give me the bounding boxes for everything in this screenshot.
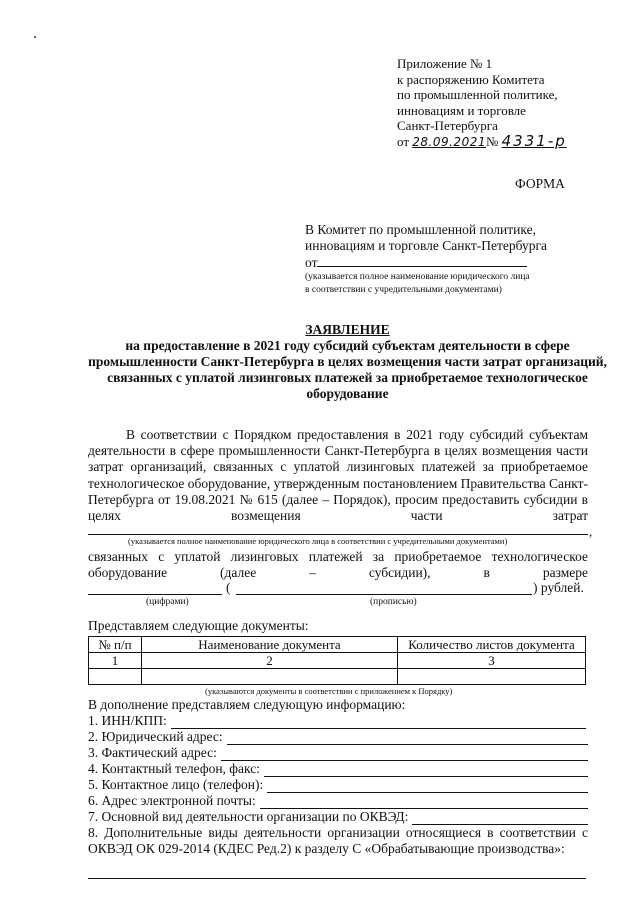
continuation-paragraph xyxy=(88,549,588,581)
info-label: 6. Адрес электронной почты: xyxy=(88,793,256,808)
table-row[interactable] xyxy=(89,669,586,685)
info-label: 7. Основной вид деятельности организации по ОКВЭД: xyxy=(88,809,409,824)
info-input-line[interactable] xyxy=(171,716,586,729)
info-label: 4. Контактный телефон, факс: xyxy=(88,761,260,776)
info-input-line[interactable] xyxy=(260,796,588,809)
amount-words-line[interactable] xyxy=(236,594,532,595)
info-label: 1. ИНН/КПП: xyxy=(88,713,167,728)
handwritten-number: 4331-р xyxy=(501,131,567,150)
org-name-caption: (указывается полное наименование юридического лица в соответствии с учредительными документами) xyxy=(128,536,508,546)
paragraph-text: В соответствии с Порядком предоставления в 2021 году субсидий субъектам деятельности в сфере промышленности Санкт-Петербурга в целях возмещения части затрат организаций, связанных с уплатой лизинговых платежей за приобретаемое технологическое оборудование, утвержденным постановлением Правительства Санкт-Петербурга от 19.08.2021 № 615 (далее – Порядок), просим предоставить субсидии в целях возмещения части затрат xyxy=(88,427,588,524)
info-row xyxy=(88,793,588,809)
info-label: 5. Контактное лицо (телефон): xyxy=(88,777,264,792)
info-row xyxy=(88,729,588,745)
title-subtitle: на предоставление в 2021 году субсидий субъектам деятельности в сфере промышленности Санкт-Петербурга в целях возмещения части затрат организаций, связанных с уплатой лизинговых платежей за приобретаемое технологическое оборудование xyxy=(88,338,607,401)
from-row xyxy=(305,254,547,271)
amount-open-paren: ( xyxy=(226,580,231,595)
date-prefix: от xyxy=(397,133,410,149)
info-intro: В дополнение представляем следующую информацию: xyxy=(88,697,406,712)
info-row xyxy=(88,713,588,729)
table-header-cell: Наименование документа xyxy=(142,637,398,653)
table-cell: 1 xyxy=(89,653,142,669)
info-input-line[interactable] xyxy=(267,780,588,793)
addressee-block xyxy=(305,222,547,297)
handwritten-date: 28.09.2021 xyxy=(412,134,486,149)
annex-line: инновациям и торговле xyxy=(397,102,526,118)
table-header-row xyxy=(89,637,586,653)
continuation-text: связанных с уплатой лизинговых платежей за приобретаемое технологическое оборудование (далее – субсидии), в размере xyxy=(88,549,588,581)
digits-caption: (цифрами) xyxy=(146,597,189,607)
addressee-hint: в соответствии с учредительными документами) xyxy=(305,285,502,295)
info-input-line[interactable] xyxy=(227,732,588,745)
info-row xyxy=(88,761,588,777)
annex-line: Санкт-Петербурга xyxy=(397,118,498,134)
info-label: 3. Фактический адрес: xyxy=(88,745,217,760)
form-label: ФОРМА xyxy=(515,176,565,191)
title-heading: ЗАЯВЛЕНИЕ xyxy=(305,322,390,337)
info-item8-input-line[interactable] xyxy=(88,878,586,879)
annex-date-line xyxy=(397,131,567,151)
info-label: 2. Юридический адрес: xyxy=(88,729,223,744)
annex-line: по промышленной политике, xyxy=(397,87,558,103)
info-item-8: 8. Дополнительные виды деятельности организации относящиеся в соответствии с ОКВЭД ОК 029-2014 (КДЕС Ред.2) к разделу С «Обрабатывающие производства»: xyxy=(88,825,588,856)
addressee-line: В Комитет по промышленной политике, xyxy=(305,222,536,237)
amount-close-text: ) рублей. xyxy=(533,580,584,595)
table-cell[interactable] xyxy=(89,669,142,685)
body-paragraph xyxy=(88,427,588,524)
table-header-cell: Количество листов документа xyxy=(398,637,586,653)
info-input-line[interactable] xyxy=(412,812,588,825)
words-caption: (прописью) xyxy=(370,597,417,607)
info-input-line[interactable] xyxy=(221,748,588,761)
org-name-input-line[interactable] xyxy=(88,534,588,535)
addressee-line: инновациям и торговле Санкт-Петербурга xyxy=(305,238,548,253)
documents-caption: (указываются документы в соответствии с приложением к Порядку) xyxy=(205,686,453,696)
annex-line: Приложение № 1 xyxy=(397,56,493,71)
from-label: от xyxy=(305,255,318,270)
info-row xyxy=(88,745,588,761)
number-prefix: № xyxy=(485,133,499,149)
table-cell[interactable] xyxy=(398,669,586,685)
info-row xyxy=(88,777,588,793)
statement-title xyxy=(80,322,615,402)
documents-table xyxy=(88,636,586,685)
addressee-hint: (указывается полное наименование юридического лица xyxy=(305,272,530,282)
table-header-cell: № п/п xyxy=(89,637,142,653)
amount-digits-line[interactable] xyxy=(88,594,222,595)
table-cell: 3 xyxy=(398,653,586,669)
table-row xyxy=(89,653,586,669)
annex-line: к распоряжению Комитета xyxy=(397,71,545,87)
from-input-line[interactable] xyxy=(317,254,527,267)
comma: , xyxy=(589,524,593,539)
annex-block xyxy=(397,56,567,151)
scan-speck xyxy=(34,36,36,38)
documents-intro: Представляем следующие документы: xyxy=(88,618,309,633)
info-input-line[interactable] xyxy=(264,764,588,777)
info-block xyxy=(88,697,588,857)
table-cell: 2 xyxy=(142,653,398,669)
table-cell[interactable] xyxy=(142,669,398,685)
info-row xyxy=(88,809,588,825)
